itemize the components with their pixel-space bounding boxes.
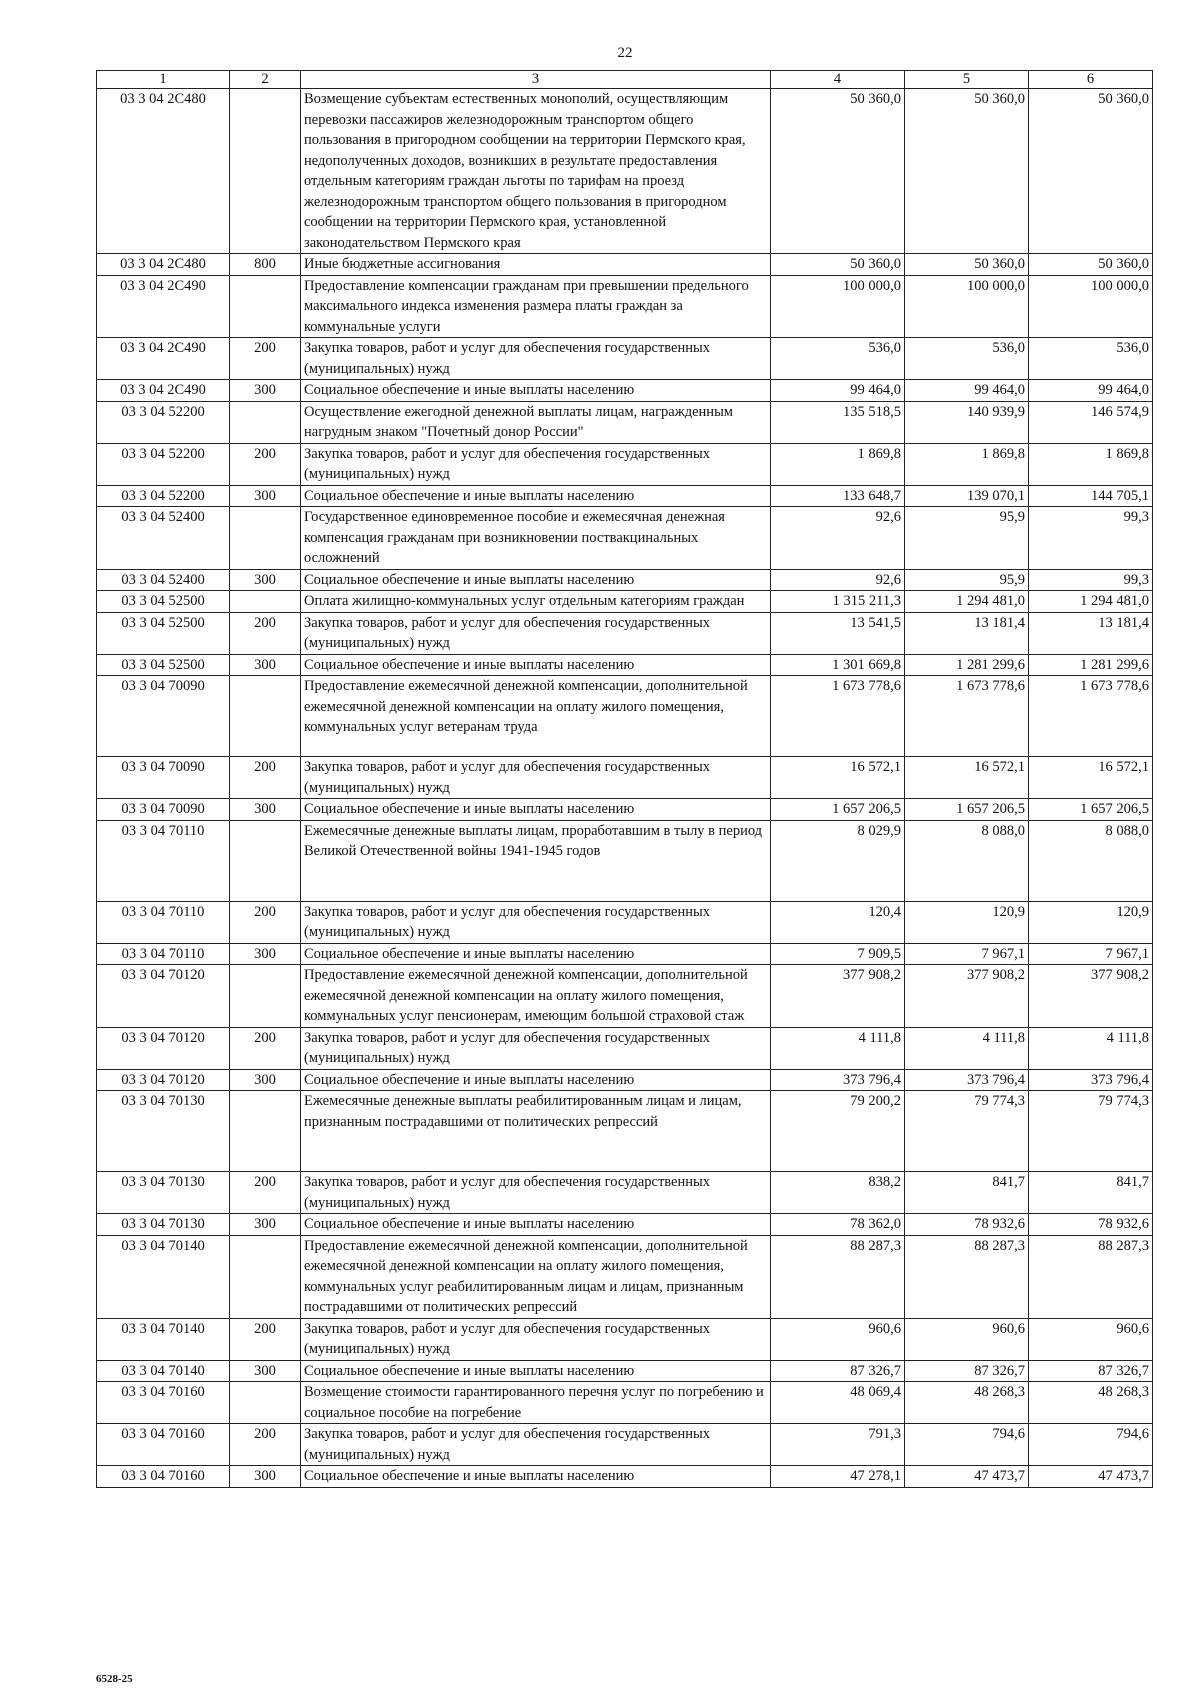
- cell-value-col4: 87 326,7: [771, 1360, 905, 1382]
- table-row: [97, 507, 1153, 570]
- table-body: [97, 89, 1153, 1488]
- table-row: [97, 380, 1153, 402]
- cell-value-col6: 7 967,1: [1029, 943, 1153, 965]
- cell-value-col4: 79 200,2: [771, 1091, 905, 1172]
- cell-expense-type: 200: [230, 1027, 301, 1069]
- cell-value-col6: 960,6: [1029, 1318, 1153, 1360]
- cell-value-col5: 87 326,7: [905, 1360, 1029, 1382]
- cell-value-col6: 146 574,9: [1029, 401, 1153, 443]
- cell-value-col6: 50 360,0: [1029, 254, 1153, 276]
- cell-value-col6: 100 000,0: [1029, 275, 1153, 338]
- cell-value-col4: 16 572,1: [771, 757, 905, 799]
- cell-name: Предоставление ежемесячной денежной компенсации, дополнительной ежемесячной денежной компенсации на оплату жилого помещения, коммунальных услуг пенсионерам, имеющим большой страховой стаж: [301, 965, 771, 1028]
- cell-value-col6: 377 908,2: [1029, 965, 1153, 1028]
- cell-expense-type: [230, 676, 301, 757]
- cell-value-col5: 47 473,7: [905, 1466, 1029, 1488]
- table-row: [97, 1235, 1153, 1318]
- cell-name: Осуществление ежегодной денежной выплаты лицам, награжденным нагрудным знаком "Почетный донор России": [301, 401, 771, 443]
- cell-code: 03 3 04 52200: [97, 443, 230, 485]
- cell-value-col5: 100 000,0: [905, 275, 1029, 338]
- cell-code: 03 3 04 52200: [97, 401, 230, 443]
- column-header: 2: [230, 71, 301, 89]
- cell-value-col6: 8 088,0: [1029, 820, 1153, 901]
- cell-value-col6: 373 796,4: [1029, 1069, 1153, 1091]
- cell-value-col5: 140 939,9: [905, 401, 1029, 443]
- cell-code: 03 3 04 52400: [97, 507, 230, 570]
- cell-expense-type: 200: [230, 612, 301, 654]
- table-row: [97, 757, 1153, 799]
- table-row: [97, 1318, 1153, 1360]
- cell-value-col5: 95,9: [905, 569, 1029, 591]
- cell-code: 03 3 04 70110: [97, 901, 230, 943]
- cell-value-col4: 377 908,2: [771, 965, 905, 1028]
- table-row: [97, 591, 1153, 613]
- cell-expense-type: 200: [230, 901, 301, 943]
- cell-code: 03 3 04 2С480: [97, 254, 230, 276]
- cell-name: Закупка товаров, работ и услуг для обеспечения государственных (муниципальных) нужд: [301, 338, 771, 380]
- cell-code: 03 3 04 70140: [97, 1318, 230, 1360]
- cell-value-col6: 1 869,8: [1029, 443, 1153, 485]
- cell-expense-type: 300: [230, 1466, 301, 1488]
- table-row: [97, 1172, 1153, 1214]
- cell-value-col4: 92,6: [771, 569, 905, 591]
- cell-value-col5: 78 932,6: [905, 1214, 1029, 1236]
- cell-code: 03 3 04 70120: [97, 1069, 230, 1091]
- cell-code: 03 3 04 70120: [97, 965, 230, 1028]
- cell-value-col5: 1 673 778,6: [905, 676, 1029, 757]
- cell-code: 03 3 04 2С490: [97, 275, 230, 338]
- cell-expense-type: 300: [230, 654, 301, 676]
- cell-value-col4: 78 362,0: [771, 1214, 905, 1236]
- cell-value-col6: 794,6: [1029, 1424, 1153, 1466]
- cell-value-col4: 791,3: [771, 1424, 905, 1466]
- cell-value-col4: 1 315 211,3: [771, 591, 905, 613]
- cell-value-col6: 144 705,1: [1029, 485, 1153, 507]
- cell-value-col5: 794,6: [905, 1424, 1029, 1466]
- cell-value-col6: 16 572,1: [1029, 757, 1153, 799]
- table-row: [97, 569, 1153, 591]
- cell-expense-type: 300: [230, 943, 301, 965]
- cell-value-col6: 47 473,7: [1029, 1466, 1153, 1488]
- cell-expense-type: 300: [230, 799, 301, 821]
- cell-value-col5: 373 796,4: [905, 1069, 1029, 1091]
- cell-expense-type: [230, 1091, 301, 1172]
- cell-code: 03 3 04 70090: [97, 757, 230, 799]
- cell-code: 03 3 04 52400: [97, 569, 230, 591]
- column-header: 5: [905, 71, 1029, 89]
- cell-expense-type: [230, 401, 301, 443]
- table-header-row: [97, 71, 1153, 89]
- cell-name: Социальное обеспечение и иные выплаты населению: [301, 943, 771, 965]
- cell-value-col6: 536,0: [1029, 338, 1153, 380]
- cell-value-col5: 120,9: [905, 901, 1029, 943]
- budget-table: [96, 70, 1153, 1488]
- cell-value-col4: 133 648,7: [771, 485, 905, 507]
- table-row: [97, 1027, 1153, 1069]
- cell-value-col6: 99,3: [1029, 569, 1153, 591]
- table-row: [97, 820, 1153, 901]
- cell-code: 03 3 04 52500: [97, 654, 230, 676]
- table-row: [97, 338, 1153, 380]
- cell-expense-type: 200: [230, 338, 301, 380]
- cell-expense-type: 300: [230, 1360, 301, 1382]
- cell-name: Закупка товаров, работ и услуг для обеспечения государственных (муниципальных) нужд: [301, 443, 771, 485]
- table-row: [97, 1091, 1153, 1172]
- cell-expense-type: 800: [230, 254, 301, 276]
- cell-value-col6: 841,7: [1029, 1172, 1153, 1214]
- cell-value-col4: 99 464,0: [771, 380, 905, 402]
- cell-expense-type: [230, 89, 301, 254]
- table-row: [97, 275, 1153, 338]
- cell-value-col6: 4 111,8: [1029, 1027, 1153, 1069]
- cell-code: 03 3 04 52500: [97, 612, 230, 654]
- table-row: [97, 1424, 1153, 1466]
- cell-code: 03 3 04 70140: [97, 1360, 230, 1382]
- cell-expense-type: [230, 507, 301, 570]
- cell-expense-type: 200: [230, 1172, 301, 1214]
- cell-value-col6: 48 268,3: [1029, 1382, 1153, 1424]
- cell-value-col4: 960,6: [771, 1318, 905, 1360]
- cell-expense-type: [230, 965, 301, 1028]
- cell-name: Предоставление ежемесячной денежной компенсации, дополнительной ежемесячной денежной компенсации на оплату жилого помещения, коммунальных услуг реабилитированным лицам и лицам, признанным пострадавшими от политических репрессий: [301, 1235, 771, 1318]
- cell-value-col5: 536,0: [905, 338, 1029, 380]
- cell-value-col4: 47 278,1: [771, 1466, 905, 1488]
- cell-value-col4: 50 360,0: [771, 89, 905, 254]
- cell-value-col6: 79 774,3: [1029, 1091, 1153, 1172]
- cell-name: Ежемесячные денежные выплаты реабилитированным лицам и лицам, признанным пострадавшими от политических репрессий: [301, 1091, 771, 1172]
- table-row: [97, 1382, 1153, 1424]
- cell-value-col5: 139 070,1: [905, 485, 1029, 507]
- cell-value-col5: 1 281 299,6: [905, 654, 1029, 676]
- cell-code: 03 3 04 70130: [97, 1214, 230, 1236]
- cell-value-col4: 13 541,5: [771, 612, 905, 654]
- cell-code: 03 3 04 70130: [97, 1172, 230, 1214]
- cell-value-col5: 4 111,8: [905, 1027, 1029, 1069]
- table-row: [97, 1069, 1153, 1091]
- cell-expense-type: 300: [230, 1069, 301, 1091]
- cell-value-col6: 120,9: [1029, 901, 1153, 943]
- cell-value-col4: 1 657 206,5: [771, 799, 905, 821]
- table-row: [97, 1360, 1153, 1382]
- cell-name: Предоставление ежемесячной денежной компенсации, дополнительной ежемесячной денежной компенсации на оплату жилого помещения, коммунальных услуг ветеранам труда: [301, 676, 771, 757]
- cell-name: Закупка товаров, работ и услуг для обеспечения государственных (муниципальных) нужд: [301, 612, 771, 654]
- cell-expense-type: 300: [230, 380, 301, 402]
- column-header: 1: [97, 71, 230, 89]
- cell-name: Закупка товаров, работ и услуг для обеспечения государственных (муниципальных) нужд: [301, 1027, 771, 1069]
- cell-code: 03 3 04 70110: [97, 820, 230, 901]
- cell-name: Предоставление компенсации гражданам при превышении предельного максимального индекса изменения размера платы граждан за коммунальные услуги: [301, 275, 771, 338]
- cell-expense-type: 200: [230, 1318, 301, 1360]
- cell-value-col6: 87 326,7: [1029, 1360, 1153, 1382]
- cell-name: Закупка товаров, работ и услуг для обеспечения государственных (муниципальных) нужд: [301, 757, 771, 799]
- cell-value-col4: 536,0: [771, 338, 905, 380]
- table-row: [97, 654, 1153, 676]
- cell-value-col5: 841,7: [905, 1172, 1029, 1214]
- cell-expense-type: [230, 275, 301, 338]
- cell-expense-type: [230, 1235, 301, 1318]
- cell-name: Социальное обеспечение и иные выплаты населению: [301, 654, 771, 676]
- cell-name: Закупка товаров, работ и услуг для обеспечения государственных (муниципальных) нужд: [301, 1172, 771, 1214]
- cell-value-col4: 1 673 778,6: [771, 676, 905, 757]
- cell-value-col6: 78 932,6: [1029, 1214, 1153, 1236]
- cell-value-col5: 50 360,0: [905, 254, 1029, 276]
- table-row: [97, 443, 1153, 485]
- table-row: [97, 401, 1153, 443]
- table-row: [97, 965, 1153, 1028]
- cell-name: Закупка товаров, работ и услуг для обеспечения государственных (муниципальных) нужд: [301, 901, 771, 943]
- cell-value-col5: 50 360,0: [905, 89, 1029, 254]
- cell-value-col6: 50 360,0: [1029, 89, 1153, 254]
- cell-value-col4: 1 301 669,8: [771, 654, 905, 676]
- cell-value-col5: 79 774,3: [905, 1091, 1029, 1172]
- cell-name: Социальное обеспечение и иные выплаты населению: [301, 1360, 771, 1382]
- cell-name: Иные бюджетные ассигнования: [301, 254, 771, 276]
- cell-value-col5: 960,6: [905, 1318, 1029, 1360]
- cell-value-col5: 13 181,4: [905, 612, 1029, 654]
- cell-expense-type: 200: [230, 1424, 301, 1466]
- cell-code: 03 3 04 52500: [97, 591, 230, 613]
- cell-name: Социальное обеспечение и иные выплаты населению: [301, 485, 771, 507]
- cell-value-col5: 16 572,1: [905, 757, 1029, 799]
- column-header: 3: [301, 71, 771, 89]
- cell-value-col4: 88 287,3: [771, 1235, 905, 1318]
- footer-code: 6528-25: [96, 1673, 133, 1685]
- table-row: [97, 254, 1153, 276]
- cell-value-col6: 99,3: [1029, 507, 1153, 570]
- table-row: [97, 89, 1153, 254]
- cell-value-col4: 135 518,5: [771, 401, 905, 443]
- cell-name: Закупка товаров, работ и услуг для обеспечения государственных (муниципальных) нужд: [301, 1424, 771, 1466]
- table-row: [97, 485, 1153, 507]
- column-header: 6: [1029, 71, 1153, 89]
- cell-value-col4: 120,4: [771, 901, 905, 943]
- cell-name: Социальное обеспечение и иные выплаты населению: [301, 569, 771, 591]
- cell-value-col5: 7 967,1: [905, 943, 1029, 965]
- cell-expense-type: 300: [230, 485, 301, 507]
- cell-value-col4: 838,2: [771, 1172, 905, 1214]
- cell-code: 03 3 04 70130: [97, 1091, 230, 1172]
- cell-value-col4: 100 000,0: [771, 275, 905, 338]
- cell-expense-type: [230, 1382, 301, 1424]
- cell-name: Государственное единовременное пособие и ежемесячная денежная компенсация гражданам при возникновении поствакцинальных осложнений: [301, 507, 771, 570]
- cell-code: 03 3 04 52200: [97, 485, 230, 507]
- cell-name: Социальное обеспечение и иные выплаты населению: [301, 1214, 771, 1236]
- table-row: [97, 799, 1153, 821]
- cell-code: 03 3 04 2С490: [97, 338, 230, 380]
- cell-expense-type: 300: [230, 569, 301, 591]
- cell-value-col6: 1 657 206,5: [1029, 799, 1153, 821]
- table-row: [97, 612, 1153, 654]
- cell-value-col6: 99 464,0: [1029, 380, 1153, 402]
- cell-name: Ежемесячные денежные выплаты лицам, проработавшим в тылу в период Великой Отечественной войны 1941-1945 годов: [301, 820, 771, 901]
- table-row: [97, 676, 1153, 757]
- cell-value-col6: 1 281 299,6: [1029, 654, 1153, 676]
- table-row: [97, 901, 1153, 943]
- cell-value-col5: 1 869,8: [905, 443, 1029, 485]
- cell-expense-type: 200: [230, 757, 301, 799]
- cell-code: 03 3 04 70160: [97, 1382, 230, 1424]
- cell-value-col5: 1 657 206,5: [905, 799, 1029, 821]
- cell-value-col4: 4 111,8: [771, 1027, 905, 1069]
- cell-code: 03 3 04 70090: [97, 676, 230, 757]
- cell-name: Возмещение субъектам естественных монополий, осуществляющим перевозки пассажиров железнодорожным транспортом общего пользования в пригородном сообщении на территории Пермского края, недополученных доходов, возникших в результате предоставления отдельным категориям граждан льготы по тарифам на проезд железнодорожным транспортом общего пользования в пригородном сообщении на территории Пермского края, установленной законодательством Пермского края: [301, 89, 771, 254]
- cell-code: 03 3 04 70140: [97, 1235, 230, 1318]
- cell-value-col5: 48 268,3: [905, 1382, 1029, 1424]
- page-number: 22: [617, 45, 633, 61]
- cell-name: Возмещение стоимости гарантированного перечня услуг по погребению и социальное пособие на погребение: [301, 1382, 771, 1424]
- table-row: [97, 943, 1153, 965]
- cell-code: 03 3 04 2С480: [97, 89, 230, 254]
- cell-value-col5: 8 088,0: [905, 820, 1029, 901]
- cell-value-col5: 377 908,2: [905, 965, 1029, 1028]
- cell-value-col4: 7 909,5: [771, 943, 905, 965]
- table-row: [97, 1466, 1153, 1488]
- cell-value-col5: 1 294 481,0: [905, 591, 1029, 613]
- cell-value-col6: 13 181,4: [1029, 612, 1153, 654]
- cell-name: Закупка товаров, работ и услуг для обеспечения государственных (муниципальных) нужд: [301, 1318, 771, 1360]
- cell-value-col4: 1 869,8: [771, 443, 905, 485]
- cell-code: 03 3 04 2С490: [97, 380, 230, 402]
- cell-expense-type: 200: [230, 443, 301, 485]
- cell-value-col4: 373 796,4: [771, 1069, 905, 1091]
- cell-expense-type: 300: [230, 1214, 301, 1236]
- cell-value-col4: 8 029,9: [771, 820, 905, 901]
- cell-value-col5: 95,9: [905, 507, 1029, 570]
- cell-expense-type: [230, 591, 301, 613]
- cell-code: 03 3 04 70160: [97, 1466, 230, 1488]
- cell-value-col4: 48 069,4: [771, 1382, 905, 1424]
- cell-value-col6: 88 287,3: [1029, 1235, 1153, 1318]
- cell-value-col5: 88 287,3: [905, 1235, 1029, 1318]
- cell-value-col6: 1 673 778,6: [1029, 676, 1153, 757]
- cell-name: Социальное обеспечение и иные выплаты населению: [301, 380, 771, 402]
- cell-code: 03 3 04 70090: [97, 799, 230, 821]
- cell-value-col5: 99 464,0: [905, 380, 1029, 402]
- column-header: 4: [771, 71, 905, 89]
- cell-code: 03 3 04 70110: [97, 943, 230, 965]
- cell-code: 03 3 04 70120: [97, 1027, 230, 1069]
- cell-name: Социальное обеспечение и иные выплаты населению: [301, 1466, 771, 1488]
- cell-name: Оплата жилищно-коммунальных услуг отдельным категориям граждан: [301, 591, 771, 613]
- cell-expense-type: [230, 820, 301, 901]
- cell-value-col4: 50 360,0: [771, 254, 905, 276]
- cell-code: 03 3 04 70160: [97, 1424, 230, 1466]
- table-row: [97, 1214, 1153, 1236]
- cell-name: Социальное обеспечение и иные выплаты населению: [301, 1069, 771, 1091]
- cell-value-col4: 92,6: [771, 507, 905, 570]
- cell-name: Социальное обеспечение и иные выплаты населению: [301, 799, 771, 821]
- cell-value-col6: 1 294 481,0: [1029, 591, 1153, 613]
